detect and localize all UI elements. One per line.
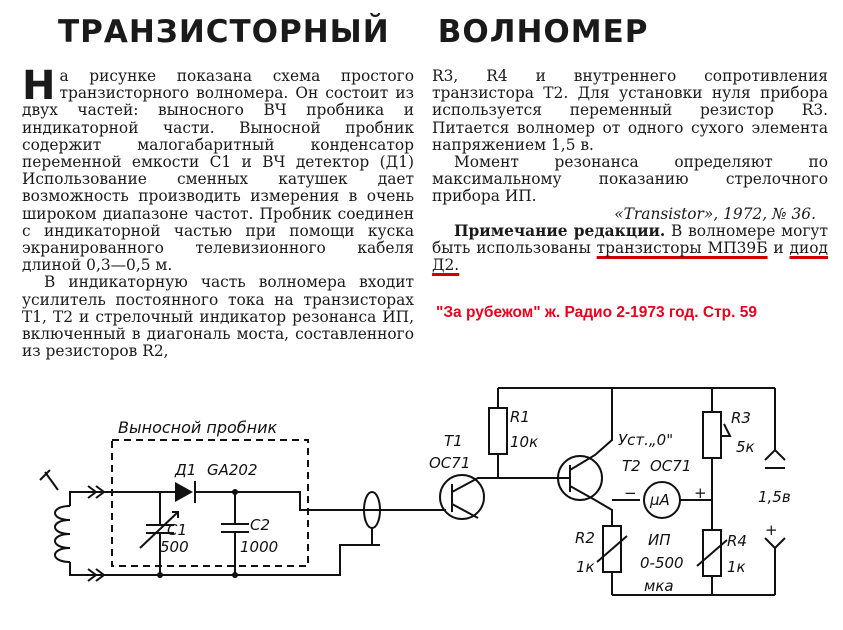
battery-voltage: 1,5в — [758, 488, 791, 506]
diode-icon — [175, 481, 195, 503]
r3-value: 5к — [736, 438, 755, 456]
r2-value: 1к — [576, 558, 595, 576]
citation: «Transistor», 1972, № 36. — [614, 204, 816, 223]
t2-label: T2 — [622, 457, 641, 475]
meter-minus: − — [624, 484, 637, 502]
title-word-2: ВОЛНОМЕР — [437, 14, 649, 50]
coil-icon — [40, 470, 104, 581]
note-transistors: транзисторы МП39Б — [596, 239, 768, 258]
meter-plus: + — [694, 484, 707, 502]
c1-label: C1 — [167, 521, 188, 539]
drop-cap: Н — [22, 63, 56, 109]
paragraph-4: Момент резонанса определяют по максимальному показанию стрелочного прибора ИП. — [432, 153, 828, 206]
t2-transistor-icon — [558, 388, 612, 520]
r2-label: R2 — [575, 529, 595, 547]
note-heading: Примечание редакции. — [454, 221, 666, 240]
t1-transistor-icon — [410, 475, 498, 519]
ip-unit: мка — [644, 577, 674, 595]
r1-value: 10к — [510, 433, 539, 451]
note-text-a: В волномере могут быть использованы — [432, 221, 828, 258]
paragraph-1-text: а рисунке показана схема простого транзисторного волномера. Он состоит из двух частей: выносного ВЧ пробника и индикаторной части. Выносной пробник содержит малогабаритный конденсатор переменной емкости С1 и ВЧ детектор (Д1) Использование сменных катушек дает возможность производить измерения в очень широком диапазоне частот. Пробник соединен с индикаторной частью при помощи куска экранированного телевизионного кабеля длиной 0,3—0,5 м. — [22, 67, 414, 275]
paragraph-2: В индикаторную часть волномера входит усилитель постоянного тока на транзисторах Т1, Т2 и стрелочный индикатор резонанса ИП, включенный в диагональ моста, составленного из резисторов R2, — [22, 273, 414, 361]
c1-value: 500 — [160, 538, 189, 556]
probe-title: Выносной пробник — [118, 418, 278, 437]
c2-capacitor-icon — [221, 492, 249, 575]
d1-label: Д1 — [175, 461, 197, 479]
t2-type: OC71 — [650, 457, 692, 475]
cable-signal — [300, 492, 410, 510]
r4-resistor-icon — [697, 530, 727, 595]
d1-type: GA202 — [207, 461, 258, 479]
note-text-b: и — [773, 239, 784, 258]
r3-resistor-icon — [703, 388, 730, 530]
r4-label: R4 — [727, 532, 747, 550]
battery-plus: + — [765, 521, 778, 539]
ground-icon — [364, 528, 380, 545]
note-diode: диод Д2. — [432, 239, 828, 275]
title-word-1: ТРАНЗИСТОРНЫЙ — [58, 14, 390, 50]
t1-label: T1 — [444, 432, 463, 450]
c2-label: C2 — [250, 516, 271, 534]
wire-diode-out — [195, 492, 300, 500]
ip-range: 0-500 — [640, 554, 684, 572]
paragraph-3: R3, R4 и внутреннего сопротивления транзистора Т2. Для установки нуля прибора используется переменный резистор R3. Питается волномер от одного сухого элемента напряжением 1,5 в. — [432, 67, 828, 154]
r1-label: R1 — [510, 408, 530, 426]
r3-label: R3 — [731, 409, 751, 427]
meter-label: μA — [650, 491, 670, 509]
ust-label: Уст.„0" — [618, 431, 674, 449]
cable-ground — [300, 545, 372, 575]
r2-resistor-icon — [597, 520, 627, 595]
c2-value: 1000 — [240, 538, 279, 556]
source-caption: "За рубежом" ж. Радио 2-1973 год. Стр. 59 — [436, 304, 757, 321]
ip-label: ИП — [648, 531, 671, 549]
t1-type: OC71 — [429, 454, 471, 472]
r4-value: 1к — [727, 558, 746, 576]
